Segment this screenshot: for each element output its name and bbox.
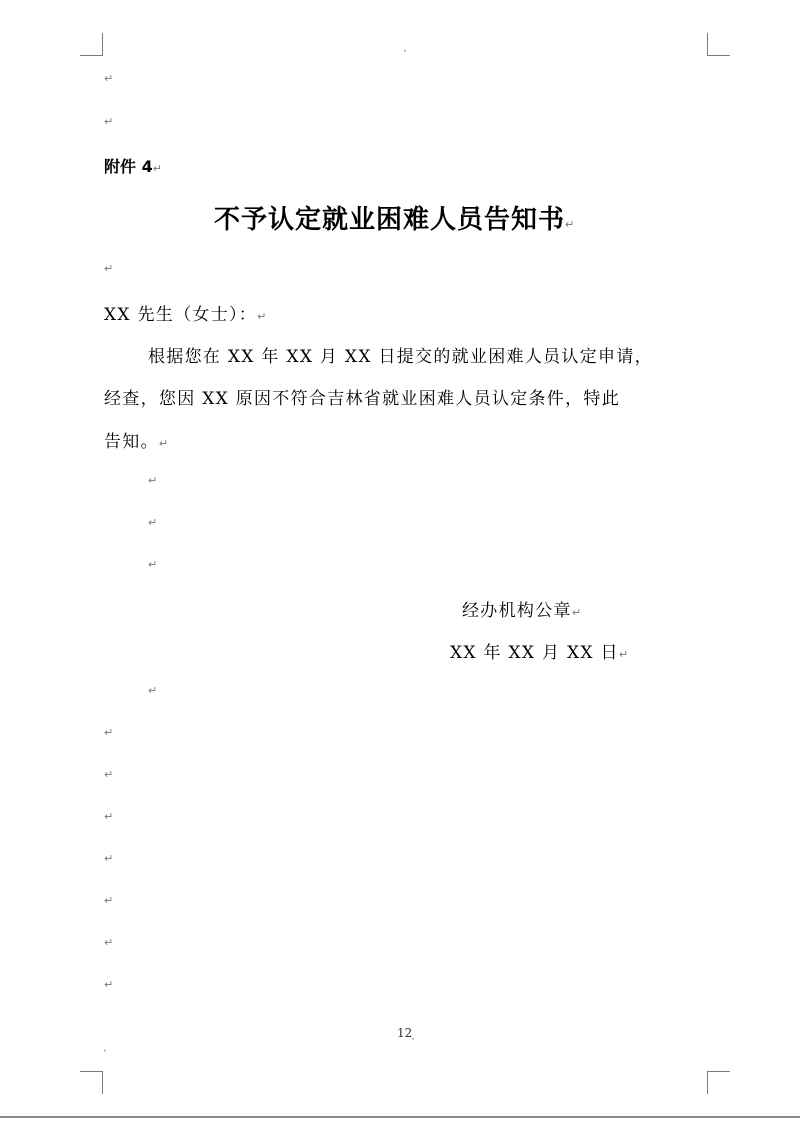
empty-paragraph-mark: ↵ bbox=[148, 558, 158, 571]
anchor-mark: ⸼ bbox=[412, 1027, 415, 1040]
empty-paragraph-mark: ↵ bbox=[104, 894, 114, 907]
paragraph-mark: ↵ bbox=[158, 437, 169, 450]
title-line bbox=[214, 199, 574, 236]
empty-paragraph-mark: ↵ bbox=[104, 936, 114, 949]
body-line bbox=[104, 384, 620, 409]
corner-mark-top-right bbox=[707, 33, 730, 56]
paragraph-mark: ↵ bbox=[257, 310, 267, 323]
empty-paragraph-mark: ↵ bbox=[104, 262, 114, 275]
page-bottom-border bbox=[0, 1116, 800, 1118]
empty-paragraph-mark: ↵ bbox=[104, 768, 114, 781]
corner-mark-bottom-right bbox=[707, 1071, 730, 1094]
seal-text: 经办机构公章 bbox=[462, 601, 572, 621]
empty-paragraph-mark: ↵ bbox=[104, 852, 114, 865]
attachment-label: 附件 4 bbox=[104, 157, 153, 176]
corner-mark-top-left bbox=[80, 33, 103, 56]
paragraph-mark: ↵ bbox=[618, 648, 629, 661]
empty-paragraph-mark: ↵ bbox=[104, 810, 114, 823]
document-title: 不予认定就业困难人员告知书 bbox=[214, 205, 566, 235]
body-text: 告知。 bbox=[104, 432, 159, 452]
paragraph-mark: ↵ bbox=[571, 606, 582, 619]
header-anchor-mark: ⸼ bbox=[404, 39, 407, 52]
empty-paragraph-mark: ↵ bbox=[104, 978, 114, 991]
paragraph-mark: ↵ bbox=[565, 218, 575, 231]
body-line bbox=[148, 342, 653, 367]
salutation-line bbox=[104, 300, 266, 325]
attachment-label-line bbox=[104, 154, 162, 177]
footer-anchor-mark: ⸼ bbox=[104, 1039, 107, 1052]
empty-paragraph-mark: ↵ bbox=[148, 516, 158, 529]
corner-mark-bottom-left bbox=[80, 1071, 103, 1094]
empty-paragraph-mark: ↵ bbox=[104, 115, 114, 128]
empty-paragraph-mark: ↵ bbox=[104, 72, 114, 85]
body-text: 根据您在 XX 年 XX 月 XX 日提交的就业困难人员认定申请， bbox=[148, 347, 653, 367]
empty-paragraph-mark: ↵ bbox=[148, 684, 158, 697]
body-text: 经查，您因 XX 原因不符合吉林省就业困难人员认定条件，特此 bbox=[104, 389, 621, 409]
empty-paragraph-mark: ↵ bbox=[104, 726, 114, 739]
seal-line bbox=[462, 596, 581, 621]
empty-paragraph-mark: ↵ bbox=[148, 474, 158, 487]
page-number-line bbox=[397, 1022, 415, 1041]
date-text: XX 年 XX 月 XX 日 bbox=[450, 643, 619, 663]
salutation: XX 先生（女士）： bbox=[104, 305, 258, 325]
body-line bbox=[104, 427, 168, 452]
date-line bbox=[450, 638, 628, 663]
paragraph-mark: ↵ bbox=[152, 162, 162, 175]
page-number: 12 bbox=[397, 1026, 413, 1040]
